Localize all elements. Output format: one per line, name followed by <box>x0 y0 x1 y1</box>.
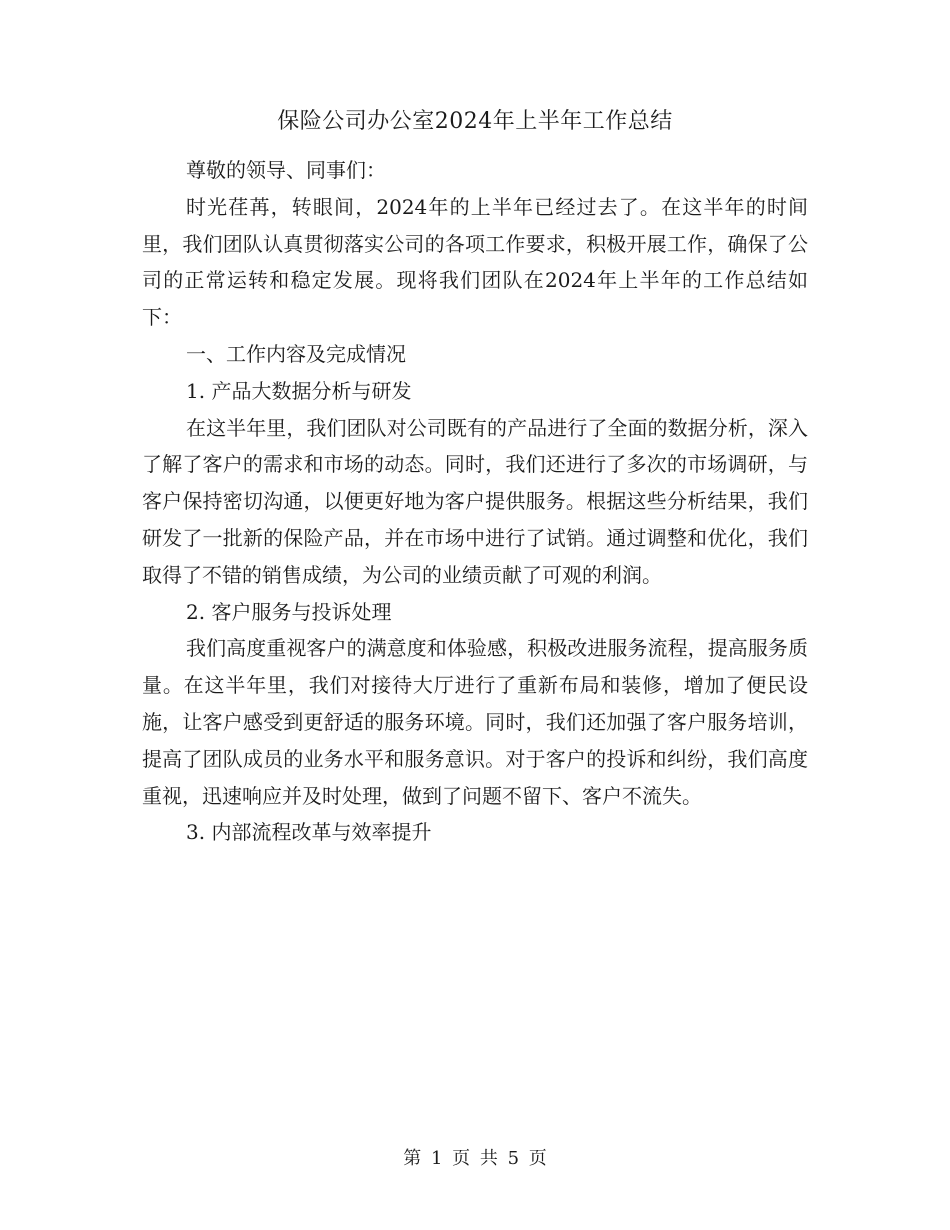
subsection-heading: 3. 内部流程改革与效率提升 <box>186 820 432 845</box>
salutation: 尊敬的领导、同事们： <box>186 158 386 182</box>
body-paragraph: 时光荏苒，转眼间，2024年的上半年已经过去了。在这半年的时间里，我们团队认真贯彻落实公司的各项工作要求，积极开展工作，确保了公司的正常运转和稳定发展。现将我们团队在2024年上半年的工作总结如下： <box>142 194 808 330</box>
document-body <box>142 152 808 851</box>
subsection-heading: 2. 客户服务与投诉处理 <box>186 599 392 624</box>
subsection-heading: 1. 产品大数据分析与研发 <box>186 378 412 403</box>
page-number-footer: 第 1 页 共 5 页 <box>403 1148 547 1169</box>
body-paragraph: 在这半年里，我们团队对公司既有的产品进行了全面的数据分析，深入了解了客户的需求和市场的动态。同时，我们还进行了多次的市场调研，与客户保持密切沟通，以便更好地为客户提供服务。根据这些分析结果，我们研发了一批新的保险产品，并在市场中进行了试销。通过调整和优化，我们取得了不错的销售成绩，为公司的业绩贡献了可观的利润。 <box>142 415 808 587</box>
section-heading: 一、工作内容及完成情况 <box>186 341 406 366</box>
document-title: 保险公司办公室2024年上半年工作总结 <box>277 109 673 134</box>
body-paragraph: 我们高度重视客户的满意度和体验感，积极改进服务流程，提高服务质量。在这半年里，我们对接待大厅进行了重新布局和装修，增加了便民设施，让客户感受到更舒适的服务环境。同时，我们还加强了客户服务培训，提高了团队成员的业务水平和服务意识。对于客户的投诉和纠纷，我们高度重视，迅速响应并及时处理，做到了问题不留下、客户不流失。 <box>142 636 808 808</box>
